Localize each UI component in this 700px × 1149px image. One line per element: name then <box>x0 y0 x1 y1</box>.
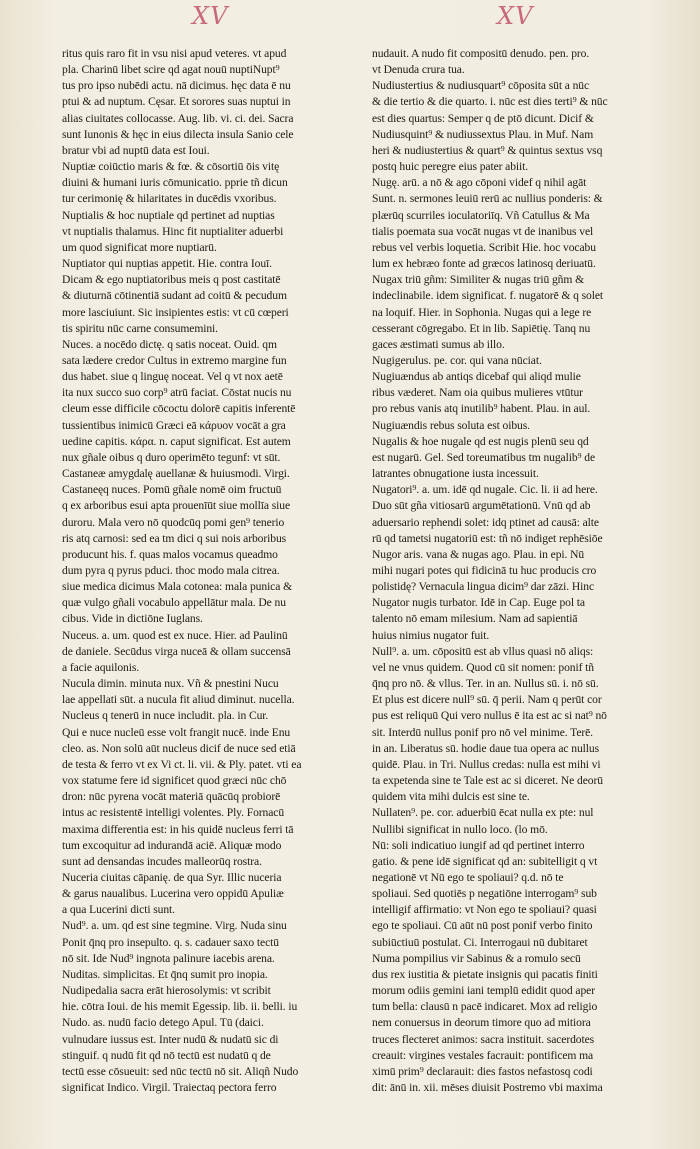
text-line: & garus naualibus. Lucerina vero oppidū Apuliæ <box>62 887 284 901</box>
text-line: ritus quis raro fit in vsu nisi apud veteres. vt apud <box>62 47 287 60</box>
text-line: q̄nq pro nō. & vllus. Ter. in an. Nullus sū. i. nō sū. <box>372 677 599 691</box>
text-line: quæ vulgo gñali vocabulo appellātur mala. De nu <box>62 596 286 610</box>
text-line: intus ac resistentē intelligi volentes. Ply. Fornacū <box>62 806 285 820</box>
text-line: mihi nugari potes qui fidicinā tu huc producis cro <box>372 564 597 577</box>
text-line: cleo. as. Non solū aūt nucleus dicif de nuce sed etiā <box>62 741 296 755</box>
text-line: Nudipedalia sacra erāt hierosolymis: vt scribit <box>62 984 271 998</box>
text-line: quidē. Plau. in Tri. Nullus credas: nulla est mihi vi <box>372 757 601 771</box>
text-line: subiūctiuū postulat. Ci. Interrogaui nū dubitaret <box>372 935 588 949</box>
text-line: spoliaui. Sed quotiēs p negatiōne interrogam⁹ sub <box>372 887 597 901</box>
text-line: indeclinabile. idem significat. f. nugatorē & q solet <box>372 289 604 303</box>
text-line: ita nux succo suo corp⁹ atrū faciat. Cōstat nucis nu <box>62 386 292 400</box>
text-line: dus rex iustitia & pietate insignis qui pacatis finiti <box>372 967 598 981</box>
text-line: heri & nudiustertius & quart⁹ & quintus sextus vsq <box>372 143 603 157</box>
text-line: tum excoquitur ad indurandā aciē. Aliquæ modo <box>62 838 282 852</box>
text-line: est dies quartus: Semper q de ptō dicunt. Dicif & <box>372 111 594 125</box>
text-line: de testa & ferro vt ex Vi ct. li. vii. & Ply. patet. vti ea <box>62 757 302 771</box>
text-line: morum odiis gemini iani templū edidit quod aper <box>372 984 595 998</box>
text-line: na loquif. Hier. in Sophonia. Nugas qui a lege re <box>372 305 592 319</box>
text-line: tussientibus inimicū Græci eā κάρυον vocāt a gra <box>62 418 286 432</box>
text-line: plærūq scurriles ioculatoriīq. Vñ Catullus & Ma <box>372 208 590 222</box>
text-line: Nugigerulus. pe. cor. qui vana nūciat. <box>372 353 542 367</box>
text-line: ribus væderet. Nam oia quibus mulieres vtūtur <box>372 386 583 400</box>
text-line: dus habet. siue q linguę noceat. Vel q vt nox aetē <box>62 370 283 384</box>
text-line: Sunt. n. sermones leuiū rerū ac nullius ponderis: & <box>372 192 603 206</box>
text-line: Nullibi significat in nullo loco. (lo mō. <box>372 822 548 836</box>
text-line: Nuces. a nocēdo dictę. q satis noceat. Ouid. qm <box>62 337 277 351</box>
text-line: more lasciuiunt. Sic insipientes estis: vt cū cœperi <box>62 305 289 319</box>
text-line: Nugator nugis turbator. Idē in Cap. Euge pol ta <box>372 596 585 610</box>
text-line: Nuptiæ coiūctio maris & fœ. & cōsortiū ōis vitę <box>62 160 280 174</box>
text-line: vulnudare iussus est. Inter nudū & nudatū sic di <box>62 1032 279 1046</box>
text-line: Nū: soli indicatiuo iungif ad qd pertinet interro <box>372 838 585 852</box>
text-line: um quod significat more nuptiarū. <box>62 240 217 254</box>
text-line: Nugatori⁹. a. um. idē qd nugale. Cic. li. ii ad here. <box>372 483 598 497</box>
text-line: pla. Charinū libet scire qd agat nouū nuptiNupt⁹ <box>62 63 280 77</box>
text-line: & die tertio & die quarto. i. nūc est dies terti⁹ & nūc <box>372 95 608 109</box>
text-line: Nugiuændis rebus soluta est oibus. <box>372 418 530 432</box>
text-line: producunt his. f. quas malos vocamus queadmo <box>62 547 278 561</box>
text-line: tectū esse cōsueuit: sed nūc tectū nō sit. Aliqñ Nudo <box>62 1064 299 1078</box>
text-line: maxima differentia est: in his quidē nucleus ferri tā <box>62 822 294 836</box>
text-line: vel ne vnus quidem. Quod cū sit nomen: ponif tñ <box>372 660 594 674</box>
text-line: Nuptialis & hoc nuptiale qd pertinet ad nuptias <box>62 208 275 222</box>
text-line: sunt ad densandas incudes malleorūq rostra. <box>62 854 262 868</box>
text-line: tum bella: clausū n pacē indicaret. Mox ad religio <box>372 1000 598 1014</box>
text-line: duroru. Mala vero nō quodcūq pomi gen⁹ tenerio <box>62 515 285 529</box>
text-column-right <box>372 46 672 1094</box>
text-line: siue medica dicimus Mala cotonea: mala punica & <box>62 580 292 594</box>
text-line: Nugę. arū. a nō & ago cōponi videf q nihil agāt <box>372 176 587 190</box>
text-line: Nucula dimin. minuta nux. Vñ & pnestini Nucu <box>62 677 279 691</box>
text-line: polistidę? Vernacula lingua dicim⁹ dar zāzi. Hinc <box>372 580 595 594</box>
text-line: Nugax triū gñm: Similiter & nugas triū gñm & <box>372 273 585 287</box>
text-line: talento nō emam milesium. Nam ad sapientiā <box>372 612 578 626</box>
text-line: ptui & ad nuptum. Cęsar. Et sorores suas nuptui in <box>62 95 291 109</box>
text-line: creauit: virgines vestales facrauit: pontificem ma <box>372 1048 594 1062</box>
text-line: pus est reliquū Qui vero nullus ē ita est ac si nat⁹ nō <box>372 709 607 723</box>
text-line: Nudo. as. nudū facio detego Apul. Tū (daici. <box>62 1016 264 1030</box>
text-line: Nuceria ciuitas cāpanię. de qua Syr. Illic nuceria <box>62 870 282 884</box>
text-line: aduersario rephendi solet: idq ptinet ad causā: alte <box>372 515 599 529</box>
text-line: ego te spoliaui. Cū aūt nū post ponif verbo finito <box>372 919 593 933</box>
text-line: Qui e nuce nucleū esse volt frangit nucē. inde Enu <box>62 725 291 739</box>
text-line: Castaneęq nuces. Pomū gñale nomē oim fructuū <box>62 483 282 497</box>
text-line: nudauit. A nudo fit compositū denudo. pen. pro. <box>372 47 590 60</box>
text-line: Duo sūt gña vitiosarū argumētationū. Vnū qd ab <box>372 499 591 513</box>
text-line: sunt Iunonis & hęc in eius dilecta insula Sanio cele <box>62 127 294 141</box>
text-line: Dicam & ego nuptiatoribus meis q post castitatē <box>62 273 281 287</box>
folio-left: XV <box>192 2 229 30</box>
text-line: Nud⁹. a. um. qd est sine tegmine. Virg. Nuda sinu <box>62 919 287 933</box>
text-line: Castaneæ amygdalę auellanæ & huiusmodi. Virgi. <box>62 467 290 481</box>
text-line: tur cerimonię & hilaritates in ducēdis vxoribus. <box>62 192 277 206</box>
text-line: ximū prim⁹ declarauit: dies fastos nefastosq codi <box>372 1064 593 1078</box>
text-line: de daniele. Secūdus virga nuceā & ollam succensā <box>62 644 291 658</box>
text-line: dit: ānū in. xii. mēses diuisit Postremo vbi maxima <box>372 1081 603 1094</box>
text-line: hie. cōtra Ioui. de his memit Egessip. lib. ii. belli. iu <box>62 1000 298 1014</box>
text-line: quidem vita mihi dulcis est sine te. <box>372 790 530 804</box>
text-line: bratur vbi ad nuptū data est Ioui. <box>62 143 210 157</box>
text-line: uedine capitis. κάρα. n. caput significat. Est autem <box>62 434 291 448</box>
text-line: Numa pompilius vir Sabinus & a romulo secū <box>372 951 581 965</box>
text-line: rū qd tametsi nugatoriū est: tñ nō indiget rephēsiōe <box>372 531 603 545</box>
text-line: Nugalis & hoe nugale qd est nugis plenū seu qd <box>372 434 589 448</box>
text-line: dum pyra q pyrus pduci. thoc modo mala citrea. <box>62 564 280 577</box>
text-line: vt Denuda crura tua. <box>372 63 465 77</box>
text-line: Nucleus q tenerū in nuce includit. pla. in Cur. <box>62 709 269 723</box>
text-line: dron: nūc pyrena vocāt materiā quācūq probiorē <box>62 790 281 804</box>
text-line: nem conuersus in deorum timore quo ad mitiora <box>372 1016 591 1030</box>
text-line: cleum esse difficile cōcoctu dolorē capitis inferentē <box>62 402 296 416</box>
text-line: tis spiritu nūc carne consumemini. <box>62 321 218 335</box>
text-line: Ponit q̄nq pro insepulto. q. s. cadauer saxo tectū <box>62 935 279 949</box>
text-line: Nudiustertius & nudiusquart⁹ cōposita sūt a nūc <box>372 79 590 93</box>
text-line: Nuptiator qui nuptias appetit. Hie. contra Iouī. <box>62 257 272 271</box>
text-line: Nudiusquint⁹ & nudiussextus Plau. in Muf. Nam <box>372 127 594 141</box>
text-line: cesserant cōgregabo. Et in lib. Sapiētię. Tanq nu <box>372 321 591 335</box>
text-line: lae appellati sūt. a nucula fit aliud diminut. nucella. <box>62 693 295 707</box>
text-line: est nugarū. Gel. Sed toreumatibus tm nugalib⁹ de <box>372 450 596 464</box>
text-line: q ex arboribus esui apta prouenīūt siue mollīa siue <box>62 499 291 513</box>
text-line: Nuceus. a. um. quod est ex nuce. Hier. ad Paulinū <box>62 628 288 642</box>
text-line: & diuturnā cōtinentiā sudant ad coitū & pecudum <box>62 289 287 303</box>
text-line: diuini & humani iuris cōmunicatio. pprie tñ dicun <box>62 176 288 190</box>
text-line: lum ex hebræo fonte ad græcos latinosq deriuatū. <box>372 257 596 271</box>
text-line: vox statume fere id significet quod græci nūc chō <box>62 774 287 788</box>
text-line: alias ciuitates collocasse. Aug. lib. vi. ci. dei. Sacra <box>62 111 294 125</box>
text-line: vt nuptialis thalamus. Hinc fit nuptialiter aduerbi <box>62 224 284 238</box>
text-line: nux gñale oibus q duro operimēto tegunf: vt sūt. <box>62 450 281 464</box>
text-line: Et plus est dicere null⁹ sū. q̄ perii. Nam q perūt cor <box>372 693 602 707</box>
text-line: sit. Interdū nullus ponif pro nō vel minime. Terē. <box>372 725 593 739</box>
folio-right: XV <box>497 2 534 30</box>
text-line: nō sit. Ide Nud⁹ ingnota palinure iacebis arena. <box>62 951 275 965</box>
text-line: in an. Liberatus sū. hodie daue tua opera ac nullus <box>372 741 600 755</box>
text-line: stinguif. q nudū fit qd nō tectū est nudatū q de <box>62 1048 271 1062</box>
text-line: huius nimius nugator fuit. <box>372 628 490 642</box>
text-line: postq huic peregre eius pater abiit. <box>372 160 529 174</box>
text-line: latrantes obnugatione iusta incessuit. <box>372 467 539 481</box>
text-line: a qua Lucerini dicti sunt. <box>62 903 175 917</box>
text-line: sata lædere credor Cultus in extremo margine fun <box>62 353 287 367</box>
text-line: gaces æstimati sumus ab illo. <box>372 337 505 351</box>
text-line: intelligif affirmatio: vt Non ego te spoliaui? quasi <box>372 903 597 917</box>
text-line: Nullaten⁹. pe. cor. aduerbiū ēcat nulla ex pte: nul <box>372 806 594 820</box>
text-line: truces flecteret animos: sacra instituit. sacerdotes <box>372 1032 595 1046</box>
text-line: ris atq carnosi: sed ea tm dici q sui nois arboribus <box>62 531 287 545</box>
text-line: ta expetenda sine te Tale est ac si diceret. Ne deorū <box>372 774 603 788</box>
text-line: Null⁹. a. um. cōpositū est ab vllus quasi nō aliqs: <box>372 644 594 658</box>
text-line: a facie aquilonis. <box>62 660 140 674</box>
text-line: gatio. & pene idē significat qd an: subitelligit q vt <box>372 854 598 868</box>
text-line: tialis poemata sua vocāt nugas vt de inanibus vel <box>372 224 594 238</box>
text-line: cibus. Vide in dictiōne Iuglans. <box>62 612 203 626</box>
text-line: Nugiuændus ab antiqs dicebaf qui aliqd mulie <box>372 370 581 384</box>
text-line: rebus vel verbis loquetia. Scribit Hie. hoc vocabu <box>372 240 596 254</box>
text-line: significat Indico. Virgil. Traiectaq pectora ferro <box>62 1081 277 1094</box>
text-line: tus pro ipso nubēdi actu. nā dicimus. hęc data ē nu <box>62 79 291 93</box>
text-line: pro rebus vanis atq inutilib⁹ habent. Plau. in aul. <box>372 402 591 416</box>
text-line: Nuditas. simplicitas. Et q̄nq sumit pro inopia. <box>62 967 268 981</box>
text-line: Nugor aris. vana & nugas ago. Plau. in epi. Nū <box>372 547 585 561</box>
text-column-left <box>62 46 362 1094</box>
text-line: negationē vt Nū ego te spoliaui? q.d. nō te <box>372 870 564 884</box>
